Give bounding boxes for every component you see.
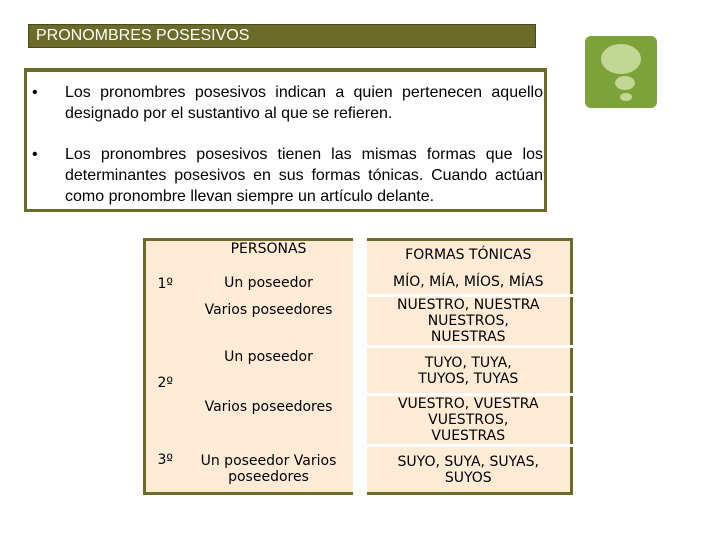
formas-cell: TUYO, TUYA, TUYOS, TUYAS [360,347,572,395]
info-box [24,68,547,212]
thought-bubble-icon [585,36,657,108]
header-formas: FORMAS TÓNICAS [360,240,572,270]
bullet-marker: • [32,84,38,101]
poseedor-cell: Un poseedor [185,270,360,296]
bullet-text: Los pronombres posesivos tienen las mismas formas que los determinantes posesivos en sus formas tónicas. Cuando actúan como pronombre llevan siempre un artículo delante. [65,146,543,205]
bullet-text: Los pronombres posesivos indican a quien pertenecen aquello designado por el sustantivo al que se refieren. [65,84,543,122]
poseedor-cell: Un poseedor Varios poseedores [185,446,360,494]
possessive-table [143,238,573,495]
header-empty-cell [145,240,185,270]
person-first: 1º [145,270,185,347]
bullet-marker: • [32,146,38,163]
poseedor-cell: Varios poseedores [185,395,360,446]
formas-cell: NUESTRO, NUESTRA NUESTROS, NUESTRAS [360,296,572,347]
formas-cell: VUESTRO, VUESTRA VUESTROS, VUESTRAS [360,395,572,446]
formas-cell: SUYO, SUYA, SUYAS, SUYOS [360,446,572,494]
page-title: PRONOMBRES POSESIVOS [36,27,250,44]
person-second: 2º [145,347,185,446]
header-personas: PERSONAS [185,240,360,270]
formas-cell: MÍO, MÍA, MÍOS, MÍAS [360,270,572,296]
poseedor-cell: Varios poseedores [185,296,360,347]
poseedor-cell: Un poseedor [185,347,360,395]
title-bar [28,24,536,48]
person-third: 3º [145,446,185,494]
